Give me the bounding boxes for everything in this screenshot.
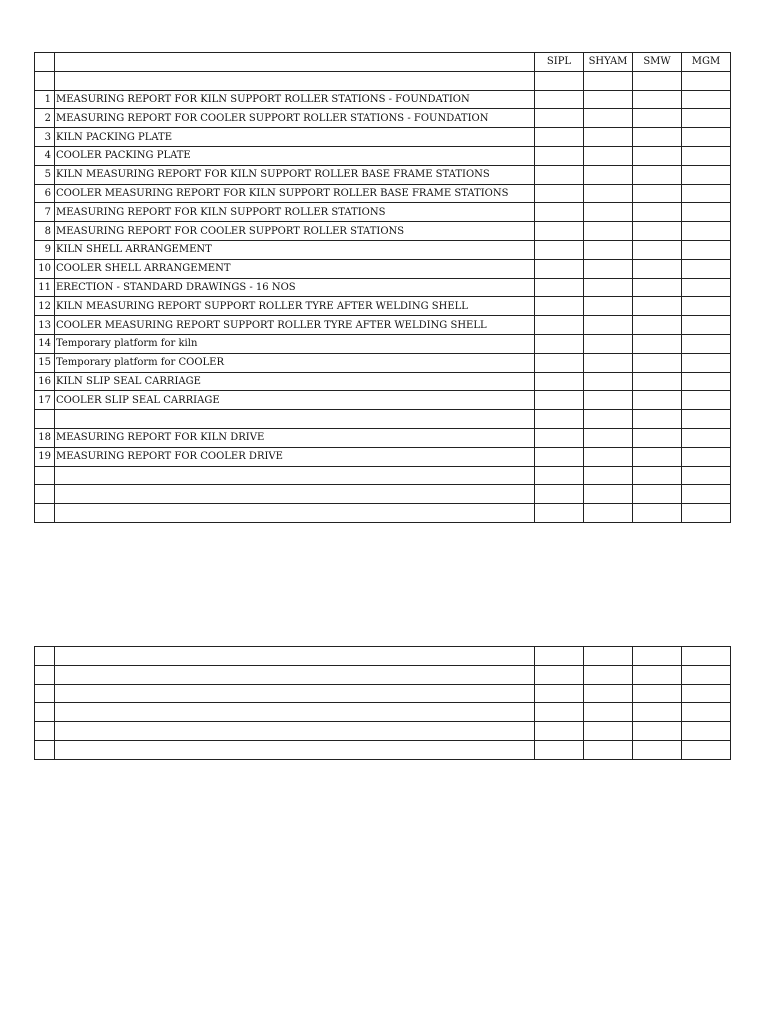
smw-cell [633, 466, 682, 485]
smw-cell [633, 259, 682, 278]
row-number: 15 [35, 353, 55, 372]
header-shyam: SHYAM [584, 53, 633, 72]
table-row [35, 665, 731, 684]
row-number [35, 740, 55, 759]
mgm-cell [682, 222, 731, 241]
row-description: MEASURING REPORT FOR KILN SUPPORT ROLLER STATIONS - FOUNDATION [55, 90, 535, 109]
mgm-cell [682, 259, 731, 278]
mgm-cell [682, 504, 731, 523]
sipl-cell [535, 684, 584, 703]
shyam-cell [584, 334, 633, 353]
row-number [35, 504, 55, 523]
row-number [35, 722, 55, 741]
table-row [35, 71, 731, 90]
row-number [35, 684, 55, 703]
table-row [35, 297, 731, 316]
smw-cell [633, 504, 682, 523]
row-number: 14 [35, 334, 55, 353]
mgm-cell [682, 240, 731, 259]
smw-cell [633, 146, 682, 165]
header-sipl: SIPL [535, 53, 584, 72]
shyam-cell [584, 240, 633, 259]
shyam-cell [584, 353, 633, 372]
sipl-cell [535, 740, 584, 759]
table-row [35, 240, 731, 259]
shyam-cell [584, 128, 633, 147]
row-description: KILN SLIP SEAL CARRIAGE [55, 372, 535, 391]
row-number: 5 [35, 165, 55, 184]
sipl-cell [535, 222, 584, 241]
table-row [35, 109, 731, 128]
row-description [55, 466, 535, 485]
row-number: 6 [35, 184, 55, 203]
table-row [35, 391, 731, 410]
row-description [55, 684, 535, 703]
shyam-cell [584, 259, 633, 278]
shyam-cell [584, 146, 633, 165]
mgm-cell [682, 466, 731, 485]
table-row [35, 128, 731, 147]
mgm-cell [682, 297, 731, 316]
sipl-cell [535, 71, 584, 90]
table-row [35, 485, 731, 504]
smw-cell [633, 391, 682, 410]
row-number [35, 71, 55, 90]
shyam-cell [584, 222, 633, 241]
sipl-cell [535, 353, 584, 372]
row-number [35, 665, 55, 684]
smw-cell [633, 109, 682, 128]
row-description: COOLER MEASURING REPORT SUPPORT ROLLER TYRE AFTER WELDING SHELL [55, 316, 535, 335]
row-description: MEASURING REPORT FOR KILN DRIVE [55, 428, 535, 447]
row-description: KILN SHELL ARRANGEMENT [55, 240, 535, 259]
sipl-cell [535, 109, 584, 128]
sipl-cell [535, 428, 584, 447]
smw-cell [633, 297, 682, 316]
smw-cell [633, 428, 682, 447]
table-row [35, 278, 731, 297]
row-description: MEASURING REPORT FOR COOLER DRIVE [55, 447, 535, 466]
table-row [35, 466, 731, 485]
sipl-cell [535, 647, 584, 666]
row-description: MEASURING REPORT FOR COOLER SUPPORT ROLLER STATIONS - FOUNDATION [55, 109, 535, 128]
row-description: MEASURING REPORT FOR KILN SUPPORT ROLLER STATIONS [55, 203, 535, 222]
smw-cell [633, 665, 682, 684]
smw-cell [633, 240, 682, 259]
sipl-cell [535, 146, 584, 165]
shyam-cell [584, 684, 633, 703]
row-description: KILN PACKING PLATE [55, 128, 535, 147]
row-description [55, 71, 535, 90]
sipl-cell [535, 297, 584, 316]
sipl-cell [535, 504, 584, 523]
row-number: 13 [35, 316, 55, 335]
row-description [55, 647, 535, 666]
shyam-cell [584, 391, 633, 410]
shyam-cell [584, 703, 633, 722]
sipl-cell [535, 165, 584, 184]
row-number: 18 [35, 428, 55, 447]
table-row [35, 740, 731, 759]
smw-cell [633, 740, 682, 759]
mgm-cell [682, 372, 731, 391]
shyam-cell [584, 647, 633, 666]
sipl-cell [535, 466, 584, 485]
table-row [35, 722, 731, 741]
mgm-cell [682, 485, 731, 504]
smw-cell [633, 410, 682, 429]
table-row [35, 428, 731, 447]
row-number: 11 [35, 278, 55, 297]
shyam-cell [584, 184, 633, 203]
mgm-cell [682, 410, 731, 429]
row-description: MEASURING REPORT FOR COOLER SUPPORT ROLLER STATIONS [55, 222, 535, 241]
smw-cell [633, 647, 682, 666]
mgm-cell [682, 428, 731, 447]
mgm-cell [682, 90, 731, 109]
shyam-cell [584, 410, 633, 429]
row-number [35, 466, 55, 485]
header-smw: SMW [633, 53, 682, 72]
shyam-cell [584, 504, 633, 523]
shyam-cell [584, 485, 633, 504]
row-description: Temporary platform for kiln [55, 334, 535, 353]
shyam-cell [584, 722, 633, 741]
smw-cell [633, 316, 682, 335]
row-description: ERECTION - STANDARD DRAWINGS - 16 NOS [55, 278, 535, 297]
header-mgm: MGM [682, 53, 731, 72]
sipl-cell [535, 391, 584, 410]
header-description-cell [55, 53, 535, 72]
row-number: 3 [35, 128, 55, 147]
table-row [35, 684, 731, 703]
row-description: Temporary platform for COOLER [55, 353, 535, 372]
mgm-cell [682, 278, 731, 297]
table-row [35, 90, 731, 109]
smw-cell [633, 703, 682, 722]
shyam-cell [584, 665, 633, 684]
table-row [35, 316, 731, 335]
row-number: 19 [35, 447, 55, 466]
sipl-cell [535, 316, 584, 335]
sipl-cell [535, 278, 584, 297]
shyam-cell [584, 316, 633, 335]
row-description [55, 703, 535, 722]
shyam-cell [584, 740, 633, 759]
row-description [55, 722, 535, 741]
sipl-cell [535, 128, 584, 147]
sipl-cell [535, 665, 584, 684]
sipl-cell [535, 703, 584, 722]
table-row [35, 504, 731, 523]
sipl-cell [535, 203, 584, 222]
sipl-cell [535, 485, 584, 504]
table-row [35, 410, 731, 429]
table-row [35, 647, 731, 666]
smw-cell [633, 684, 682, 703]
row-description [55, 504, 535, 523]
mgm-cell [682, 665, 731, 684]
table-row [35, 334, 731, 353]
mgm-cell [682, 128, 731, 147]
mgm-cell [682, 447, 731, 466]
row-number: 16 [35, 372, 55, 391]
shyam-cell [584, 71, 633, 90]
table-row [35, 203, 731, 222]
row-description: COOLER SLIP SEAL CARRIAGE [55, 391, 535, 410]
row-number: 8 [35, 222, 55, 241]
row-number: 1 [35, 90, 55, 109]
mgm-cell [682, 391, 731, 410]
smw-cell [633, 222, 682, 241]
table-row [35, 165, 731, 184]
row-number: 7 [35, 203, 55, 222]
row-number [35, 703, 55, 722]
row-description [55, 740, 535, 759]
shyam-cell [584, 109, 633, 128]
sipl-cell [535, 447, 584, 466]
header-number-cell [35, 53, 55, 72]
smw-cell [633, 184, 682, 203]
smw-cell [633, 485, 682, 504]
row-number: 4 [35, 146, 55, 165]
smw-cell [633, 128, 682, 147]
main-table [34, 52, 731, 523]
table-row [35, 703, 731, 722]
mgm-cell [682, 316, 731, 335]
mgm-cell [682, 146, 731, 165]
secondary-table [34, 646, 731, 760]
smw-cell [633, 71, 682, 90]
smw-cell [633, 353, 682, 372]
row-number: 2 [35, 109, 55, 128]
sipl-cell [535, 372, 584, 391]
row-description [55, 665, 535, 684]
mgm-cell [682, 740, 731, 759]
smw-cell [633, 278, 682, 297]
smw-cell [633, 722, 682, 741]
mgm-cell [682, 184, 731, 203]
shyam-cell [584, 278, 633, 297]
row-number: 12 [35, 297, 55, 316]
shyam-cell [584, 90, 633, 109]
row-number: 10 [35, 259, 55, 278]
mgm-cell [682, 165, 731, 184]
mgm-cell [682, 684, 731, 703]
sipl-cell [535, 410, 584, 429]
shyam-cell [584, 297, 633, 316]
smw-cell [633, 90, 682, 109]
mgm-cell [682, 71, 731, 90]
table-row [35, 184, 731, 203]
shyam-cell [584, 203, 633, 222]
row-description: COOLER SHELL ARRANGEMENT [55, 259, 535, 278]
row-number: 17 [35, 391, 55, 410]
mgm-cell [682, 203, 731, 222]
smw-cell [633, 203, 682, 222]
mgm-cell [682, 334, 731, 353]
row-number [35, 410, 55, 429]
sipl-cell [535, 184, 584, 203]
row-description [55, 485, 535, 504]
smw-cell [633, 334, 682, 353]
smw-cell [633, 447, 682, 466]
table-row [35, 146, 731, 165]
table-row [35, 447, 731, 466]
row-description: KILN MEASURING REPORT FOR KILN SUPPORT ROLLER BASE FRAME STATIONS [55, 165, 535, 184]
table-row [35, 222, 731, 241]
row-number: 9 [35, 240, 55, 259]
sipl-cell [535, 334, 584, 353]
mgm-cell [682, 722, 731, 741]
shyam-cell [584, 466, 633, 485]
shyam-cell [584, 372, 633, 391]
table-row [35, 353, 731, 372]
row-number [35, 485, 55, 504]
sipl-cell [535, 259, 584, 278]
shyam-cell [584, 428, 633, 447]
row-description [55, 410, 535, 429]
mgm-cell [682, 109, 731, 128]
smw-cell [633, 165, 682, 184]
mgm-cell [682, 647, 731, 666]
table-row [35, 259, 731, 278]
sipl-cell [535, 90, 584, 109]
table-row [35, 372, 731, 391]
sipl-cell [535, 722, 584, 741]
mgm-cell [682, 703, 731, 722]
shyam-cell [584, 447, 633, 466]
header-row [35, 53, 731, 72]
row-description: KILN MEASURING REPORT SUPPORT ROLLER TYRE AFTER WELDING SHELL [55, 297, 535, 316]
shyam-cell [584, 165, 633, 184]
row-number [35, 647, 55, 666]
mgm-cell [682, 353, 731, 372]
row-description: COOLER MEASURING REPORT FOR KILN SUPPORT ROLLER BASE FRAME STATIONS [55, 184, 535, 203]
sipl-cell [535, 240, 584, 259]
row-description: COOLER PACKING PLATE [55, 146, 535, 165]
smw-cell [633, 372, 682, 391]
